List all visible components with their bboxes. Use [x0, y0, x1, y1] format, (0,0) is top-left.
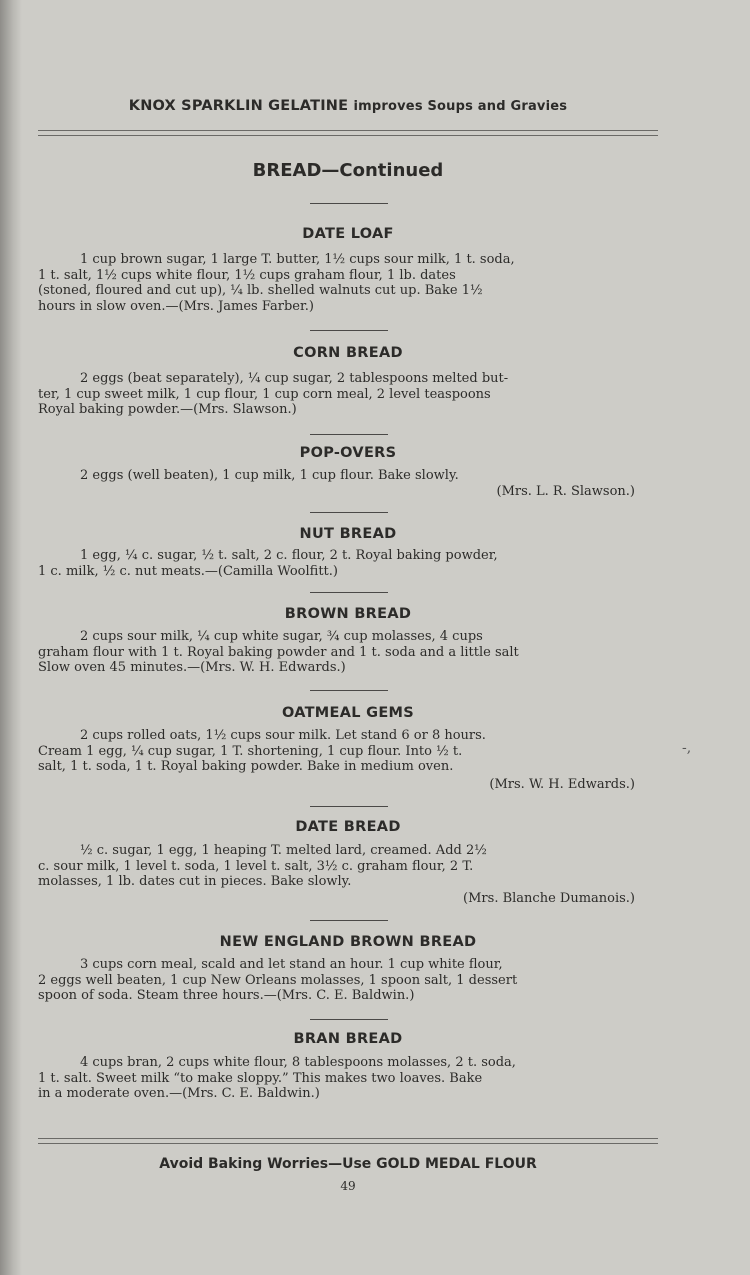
recipe-line: 1 c. milk, ½ c. nut meats.—(Camilla Woolfitt.) — [38, 563, 338, 579]
divider-rule — [310, 1019, 388, 1020]
recipe-line: Cream 1 egg, ¼ cup sugar, 1 T. shortening, 1 cup flour. Into ½ t. — [38, 743, 463, 759]
stray-mark: -, — [682, 740, 692, 756]
recipe-line: Royal baking powder.—(Mrs. Slawson.) — [38, 402, 297, 418]
recipe-title-date-bread: DATE BREAD — [295, 819, 401, 835]
running-head-brand: KNOX SPARKLIN GELATINE — [128, 98, 349, 114]
recipe-body-pop-overs — [38, 468, 658, 484]
recipe-line: 2 cups rolled oats, 1½ cups sour milk. Let stand 6 or 8 hours. — [80, 728, 486, 743]
recipe-title-brown-bread: BROWN BREAD — [284, 606, 412, 622]
recipe-line: 2 cups sour milk, ¼ cup white sugar, ¾ cup molasses, 4 cups — [80, 629, 483, 644]
divider-rule — [310, 434, 388, 435]
recipe-line: 1 cup brown sugar, 1 large T. butter, 1½ cups sour milk, 1 t. soda, — [80, 252, 515, 267]
recipe-line: 4 cups bran, 2 cups white flour, 8 tablespoons molasses, 2 t. soda, — [80, 1055, 516, 1070]
recipe-title-bran-bread: BRAN BREAD — [293, 1031, 403, 1047]
running-head — [38, 98, 658, 114]
recipe-line: 3 cups corn meal, scald and let stand an hour. 1 cup white flour, — [80, 957, 503, 972]
running-head-tagline: improves Soups and Gravies — [353, 99, 568, 114]
recipe-line: in a moderate oven.—(Mrs. C. E. Baldwin.) — [38, 1086, 320, 1102]
recipe-title-date-loaf: DATE LOAF — [302, 226, 394, 242]
recipe-title-corn-bread: CORN BREAD — [293, 345, 403, 361]
recipe-body-brown-bread — [38, 629, 658, 676]
recipe-line: 2 eggs well beaten, 1 cup New Orleans molasses, 1 spoon salt, 1 dessert — [38, 972, 518, 988]
divider-rule — [310, 330, 388, 331]
header-double-rule — [38, 130, 658, 136]
divider-rule — [310, 592, 388, 593]
recipe-title-oatmeal-gems: OATMEAL GEMS — [281, 705, 415, 721]
recipe-line: 1 t. salt, 1½ cups white flour, 1½ cups graham flour, 1 lb. dates — [38, 267, 456, 283]
recipe-line: 1 t. salt. Sweet milk “to make sloppy.” This makes two loaves. Bake — [38, 1070, 483, 1086]
chapter-title: BREAD—Continued — [252, 160, 444, 181]
recipe-title-new-england-brown-bread: NEW ENGLAND BROWN BREAD — [219, 934, 477, 950]
recipe-line: 2 eggs (well beaten), 1 cup milk, 1 cup flour. Bake slowly. — [80, 468, 459, 483]
recipe-body-corn-bread — [38, 371, 658, 418]
recipe-body-date-bread — [38, 843, 658, 890]
recipe-line: hours in slow oven.—(Mrs. James Farber.) — [38, 298, 314, 314]
divider-rule — [310, 806, 388, 807]
recipe-line: ter, 1 cup sweet milk, 1 cup flour, 1 cup corn meal, 2 level teaspoons — [38, 386, 491, 402]
divider-rule — [310, 203, 388, 204]
page-number: 49 — [340, 1179, 356, 1193]
recipe-title-pop-overs: POP-OVERS — [299, 445, 397, 461]
divider-rule — [310, 690, 388, 691]
recipe-line: salt, 1 t. soda, 1 t. Royal baking powder. Bake in medium oven. — [38, 759, 454, 775]
recipe-line: molasses, 1 lb. dates cut in pieces. Bake slowly. — [38, 874, 352, 890]
divider-rule — [310, 920, 388, 921]
recipe-body-bran-bread — [38, 1055, 658, 1102]
recipe-line: 2 eggs (beat separately), ¼ cup sugar, 2 tablespoons melted but- — [80, 371, 509, 386]
footer-advertisement: Avoid Baking Worries—Use GOLD MEDAL FLOUR — [159, 1156, 537, 1172]
recipe-line: c. sour milk, 1 level t. soda, 1 level t. salt, 3½ c. graham flour, 2 T. — [38, 858, 474, 874]
recipe-line: spoon of soda. Steam three hours.—(Mrs. C. E. Baldwin.) — [38, 988, 415, 1004]
recipe-body-date-loaf — [38, 252, 658, 314]
recipe-attribution-pop-overs: (Mrs. L. R. Slawson.) — [496, 484, 635, 499]
recipe-body-new-england-brown-bread — [38, 957, 658, 1004]
recipe-line: (stoned, floured and cut up), ¼ lb. shelled walnuts cut up. Bake 1½ — [38, 283, 483, 299]
divider-rule — [310, 512, 388, 513]
recipe-line: graham flour with 1 t. Royal baking powder and 1 t. soda and a little salt — [38, 644, 519, 660]
recipe-attribution-oatmeal-gems: (Mrs. W. H. Edwards.) — [489, 777, 635, 792]
recipe-title-nut-bread: NUT BREAD — [299, 526, 397, 542]
footer-double-rule — [38, 1138, 658, 1144]
recipe-line: Slow oven 45 minutes.—(Mrs. W. H. Edwards.) — [38, 660, 346, 676]
recipe-body-nut-bread — [38, 548, 658, 579]
recipe-attribution-date-bread: (Mrs. Blanche Dumanois.) — [463, 891, 635, 906]
recipe-body-oatmeal-gems — [38, 728, 658, 775]
recipe-line: ½ c. sugar, 1 egg, 1 heaping T. melted lard, creamed. Add 2½ — [80, 843, 487, 858]
recipe-line: 1 egg, ¼ c. sugar, ½ t. salt, 2 c. flour, 2 t. Royal baking powder, — [80, 548, 498, 563]
